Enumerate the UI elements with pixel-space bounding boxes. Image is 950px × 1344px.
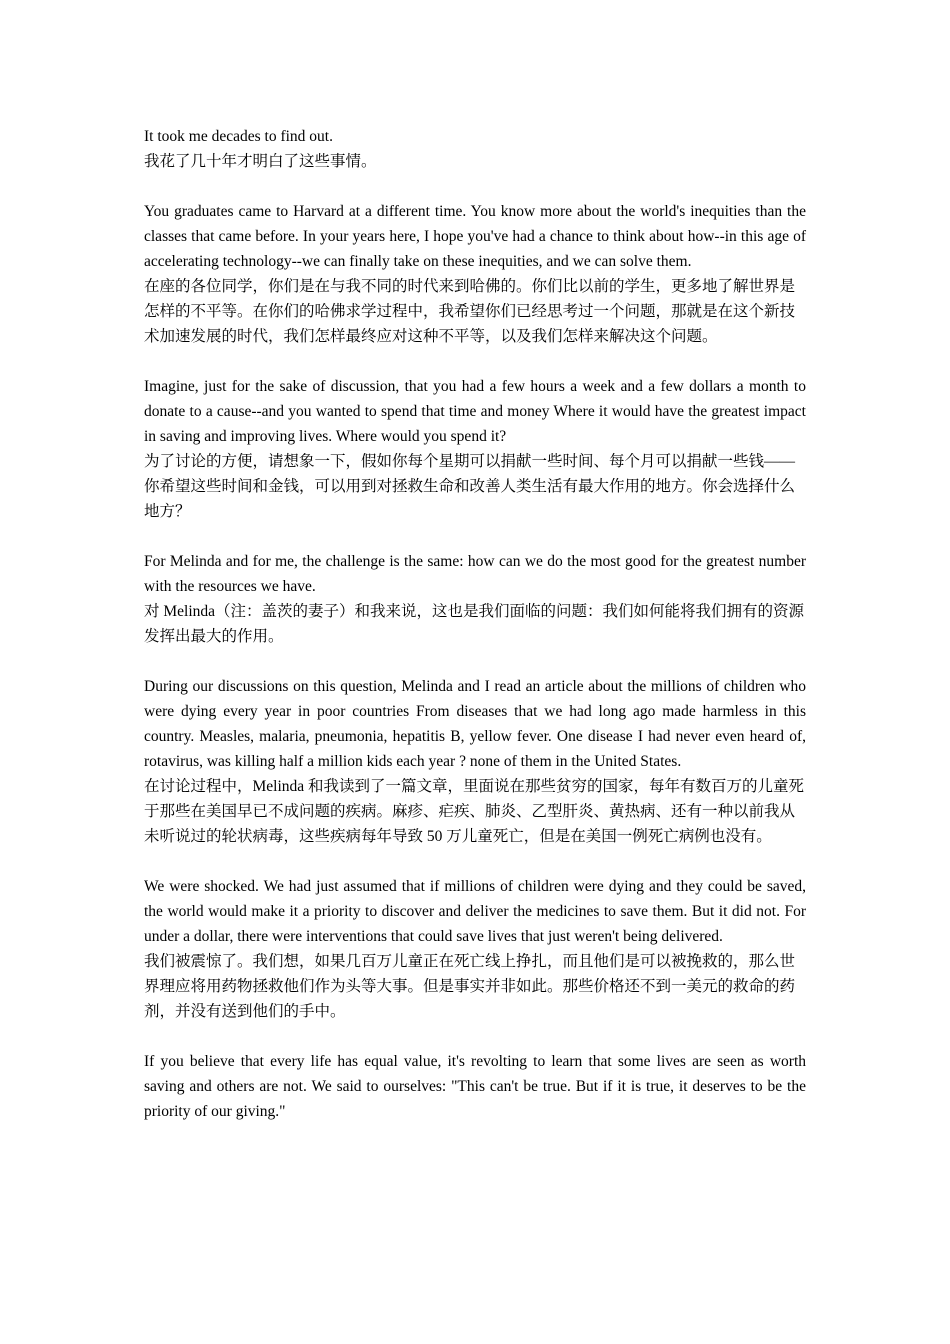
english-text: We were shocked. We had just assumed that if millions of children were dying and they could be saved, the world would make it a priority to discover and deliver the medicines to save them. But it did not. For under a dollar, there were interventions that could save lives that just weren't being delivered. xyxy=(144,878,806,945)
english-text: Imagine, just for the sake of discussion, that you had a few hours a week and a few dollars a month to donate to a cause--and you wanted to spend that time and money Where it would have the greatest impact in saving and improving lives. Where would you spend it? xyxy=(144,378,806,445)
chinese-text: 我们被震惊了。我们想，如果几百万儿童正在死亡线上挣扎，而且他们是可以被挽救的，那么世界理应将用药物拯救他们作为头等大事。但是事实并非如此。那些价格还不到一美元的救命的药剂，并没有送到他们的手中。 xyxy=(144,953,796,1020)
paragraph-4 xyxy=(144,549,806,649)
paragraph-3 xyxy=(144,374,806,524)
chinese-text: 在讨论过程中，Melinda 和我读到了一篇文章，里面说在那些贫穷的国家，每年有数百万的儿童死于那些在美国早已不成问题的疾病。麻疹、疟疾、肺炎、乙型肝炎、黄热病、还有一种以前我从未听说过的轮状病毒，这些疾病每年导致 50 万儿童死亡，但是在美国一例死亡病例也没有。 xyxy=(144,778,805,845)
paragraph-1 xyxy=(144,124,806,174)
english-text: During our discussions on this question, Melinda and I read an article about the millions of children who were dying every year in poor countries From diseases that we had long ago made harmless in this country. Measles, malaria, pneumonia, hepatitis B, yellow fever. One disease I had never even heard of, rotavirus, was killing half a million kids each year ? none of them in the United States. xyxy=(144,678,806,770)
english-text: For Melinda and for me, the challenge is the same: how can we do the most good for the greatest number with the resources we have. xyxy=(144,553,806,595)
paragraph-2 xyxy=(144,199,806,349)
english-text: If you believe that every life has equal value, it's revolting to learn that some lives are seen as worth saving and others are not. We said to ourselves: "This can't be true. But if it is true, it deserves to be the priority of our giving." xyxy=(144,1053,806,1120)
chinese-text: 我花了几十年才明白了这些事情。 xyxy=(144,153,377,170)
document-body xyxy=(144,124,806,1149)
english-text: You graduates came to Harvard at a different time. You know more about the world's inequities than the classes that came before. In your years here, I hope you've had a chance to think about how--in this age of accelerating technology--we can finally take on these inequities, and we can solve them. xyxy=(144,203,806,270)
paragraph-5 xyxy=(144,674,806,849)
chinese-text: 在座的各位同学，你们是在与我不同的时代来到哈佛的。你们比以前的学生，更多地了解世界是怎样的不平等。在你们的哈佛求学过程中，我希望你们已经思考过一个问题，那就是在这个新技术加速发展的时代，我们怎样最终应对这种不平等，以及我们怎样来解决这个问题。 xyxy=(144,278,796,345)
paragraph-7 xyxy=(144,1049,806,1124)
paragraph-6 xyxy=(144,874,806,1024)
english-text: It took me decades to find out. xyxy=(144,128,333,145)
chinese-text: 为了讨论的方便，请想象一下，假如你每个星期可以捐献一些时间、每个月可以捐献一些钱——你希望这些时间和金钱，可以用到对拯救生命和改善人类生活有最大作用的地方。你会选择什么地方？ xyxy=(144,453,796,520)
chinese-text: 对 Melinda（注：盖茨的妻子）和我来说，这也是我们面临的问题：我们如何能将我们拥有的资源发挥出最大的作用。 xyxy=(144,603,805,645)
